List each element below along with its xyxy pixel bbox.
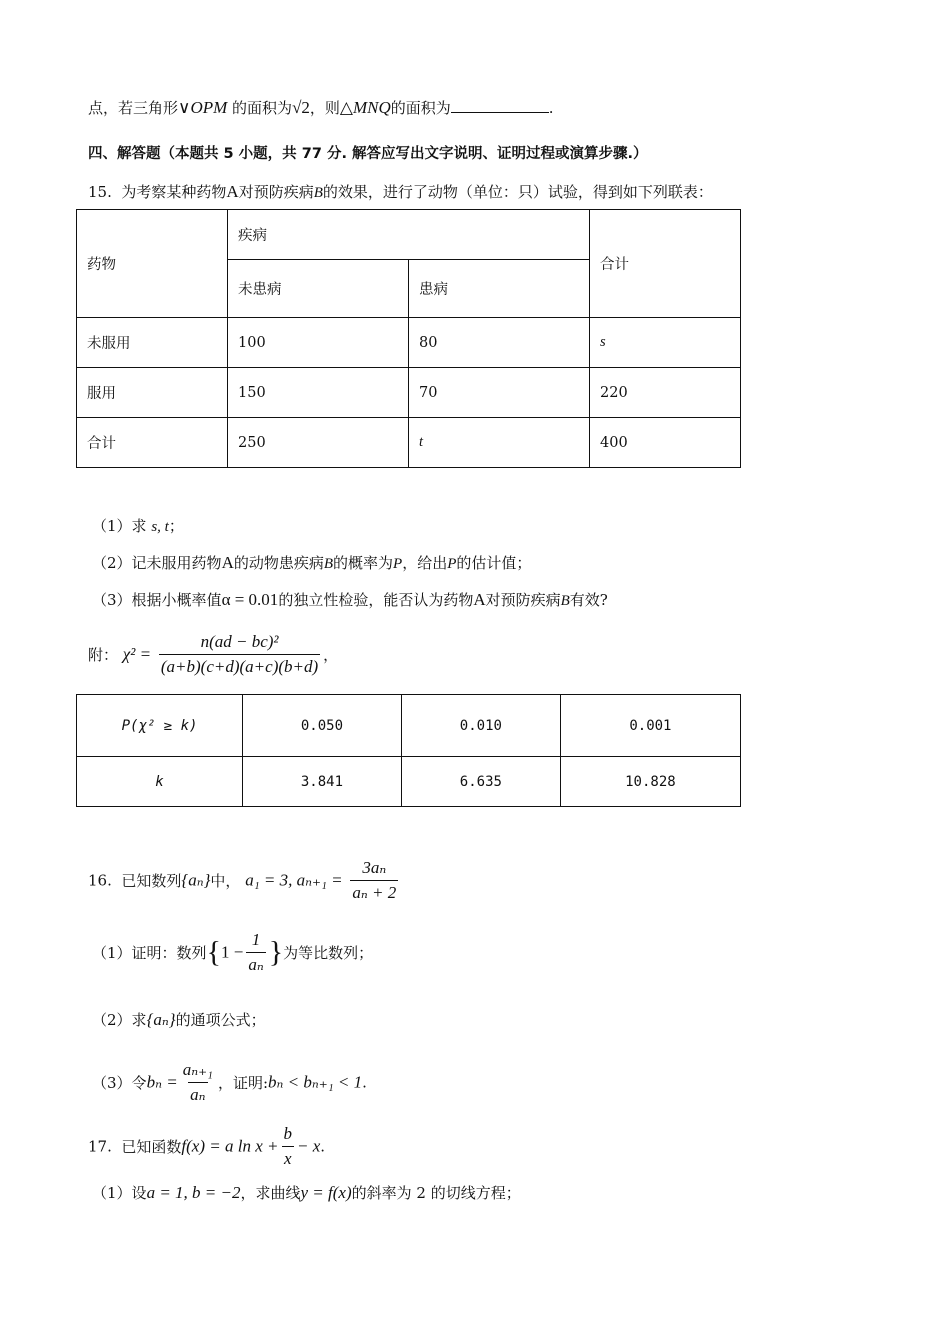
q16-part1: （1）证明：数列{1 − $\frac{1}{\text{aₙ}}$ }为等比数列； (92, 930, 374, 974)
header-drug: 药物 (77, 210, 228, 318)
q15-part2: （2）记未服用药物A的动物患疾病B的概率为P，给出P的估计值； (92, 553, 532, 572)
q16-intro: 16. 已知数列{aₙ}中， a₁ = 3, aₙ₊₁ = $\frac{\text{3aₙ}}{\text{aₙ + 2}}$ (88, 858, 397, 902)
header-disease: 疾病 (228, 210, 590, 260)
continuation-line: 点，若三角形∨OPM 的面积为√2，则△MNQ的面积为 . (88, 98, 554, 117)
header-not-sick: 未患病 (228, 260, 409, 318)
q15-part3: （3）根据小概率值α = 0.01的独立性检验，能否认为药物A对预防疾病B有效? (92, 590, 608, 609)
contingency-table (76, 209, 741, 468)
q16-part3: （3）令bₙ = $\frac{\text{aₙ₊₁}}{\text{aₙ}}$ ，证明:bₙ < bₙ₊₁ < 1. (92, 1060, 367, 1104)
chi-square-formula: 附： χ² = $\frac{\text{n(ad − bc)²}}{(a+b)(c+d)(a+c)(b+d)}$ ， (88, 632, 339, 676)
section-heading: 四、解答题（本题共 5 小题，共 77 分. 解答应写出文字说明、证明过程或演算步骤.） (88, 146, 648, 162)
table-row: 未服用 100 80 s (77, 318, 741, 368)
q17-intro: 17. 已知函数f(x) = a ln x + $\frac{b}{x}$ − x. (88, 1124, 326, 1168)
q15-intro: 15. 为考察某种药物A对预防疾病B的效果，进行了动物（单位：只）试验，得到如下列联表： (88, 182, 713, 201)
table-row: 服用 150 70 220 (77, 368, 741, 418)
header-total: 合计 (590, 210, 741, 318)
table-row: P(χ² ≥ k) 0.050 0.010 0.001 (77, 695, 741, 757)
header-sick: 患病 (409, 260, 590, 318)
q16-part2: （2）求{aₙ}的通项公式； (92, 1010, 266, 1029)
q15-part1: （1）求 s, t； (92, 517, 184, 535)
table-row: 合计 250 t 400 (77, 418, 741, 468)
table-row: k 3.841 6.635 10.828 (77, 757, 741, 807)
answer-blank (451, 98, 549, 113)
critical-value-table (76, 694, 741, 807)
q17-part1: （1）设a = 1, b = −2，求曲线y = f(x)的斜率为 2 的切线方程； (92, 1183, 521, 1202)
